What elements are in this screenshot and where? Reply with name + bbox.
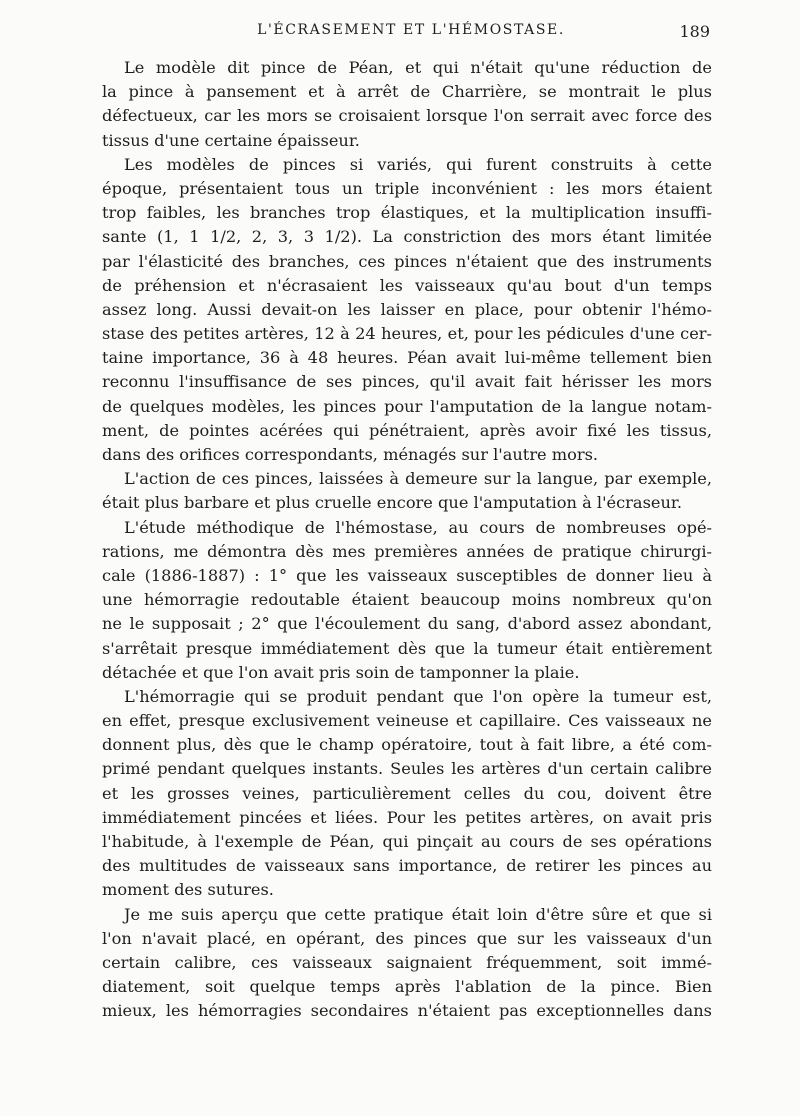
text-line: cale (1886-1887) : 1° que les vaisseaux susceptibles de donner lieu à bbox=[102, 565, 712, 585]
text-line: détachée et que l'on avait pris soin de tamponner la plaie. bbox=[102, 662, 580, 682]
text-line: L'action de ces pinces, laissées à demeure sur la langue, par exemple, bbox=[124, 469, 712, 489]
text-line: L'étude méthodique de l'hémostase, au cours de nombreuses opé- bbox=[124, 517, 712, 537]
text-line: donnent plus, dès que le champ opératoire, tout à fait libre, a été com- bbox=[102, 735, 712, 755]
paragraph bbox=[102, 903, 712, 1024]
text-line: une hémorragie redoutable étaient beaucoup moins nombreux qu'on bbox=[102, 590, 712, 610]
running-head bbox=[112, 22, 710, 44]
paragraph bbox=[102, 467, 712, 515]
text-line: ne le supposait ; 2° que l'écoulement du sang, d'abord assez abondant, bbox=[102, 614, 712, 634]
body-text bbox=[102, 56, 712, 1024]
text-line: Les modèles de pinces si variés, qui furent construits à cette bbox=[124, 154, 712, 174]
text-line: moment des sutures. bbox=[102, 880, 274, 900]
text-line: défectueux, car les mors se croisaient lorsque l'on serrait avec force des bbox=[102, 106, 712, 126]
text-line: reconnu l'insuffisance de ses pinces, qu'il avait fait hérisser les mors bbox=[102, 372, 712, 392]
text-line: assez long. Aussi devait-on les laisser en place, pour obtenir l'hémo- bbox=[102, 299, 712, 319]
text-line: dans des orifices correspondants, ménagés sur l'autre mors. bbox=[102, 445, 599, 464]
text-line: sante (1, 1 1/2, 2, 3, 3 1/2). La constriction des mors étant limitée bbox=[102, 227, 712, 247]
paragraph bbox=[102, 153, 712, 467]
text-line: rations, me démontra dès mes premières années de pratique chirurgi- bbox=[102, 541, 712, 561]
text-line: certain calibre, ces vaisseaux saignaient fréquemment, soit immé- bbox=[102, 952, 712, 972]
text-line: était plus barbare et plus cruelle encore que l'amputation à l'écraseur. bbox=[102, 493, 682, 513]
text-line: trop faibles, les branches trop élastiques, et la multiplication insuffi- bbox=[102, 203, 712, 223]
text-line: stase des petites artères, 12 à 24 heures, et, pour les pédicules d'une cer- bbox=[102, 324, 712, 344]
text-line: primé pendant quelques instants. Seules les artères d'un certain calibre bbox=[102, 759, 712, 779]
text-line: époque, présentaient tous un triple inconvénient : les mors étaient bbox=[102, 178, 712, 198]
text-line: taine importance, 36 à 48 heures. Péan avait lui-même tellement bien bbox=[102, 348, 712, 368]
text-line: tissus d'une certaine épaisseur. bbox=[102, 130, 360, 150]
text-line: diatement, soit quelque temps après l'ablation de la pince. Bien bbox=[102, 977, 712, 997]
text-line: de quelques modèles, les pinces pour l'amputation de la langue notam- bbox=[102, 396, 712, 416]
text-line: l'habitude, à l'exemple de Péan, qui pinçait au cours de ses opérations bbox=[102, 832, 712, 851]
paragraph bbox=[102, 56, 712, 153]
text-line: L'hémorragie qui se produit pendant que l'on opère la tumeur est, bbox=[124, 686, 712, 706]
paragraph bbox=[102, 685, 712, 903]
page-number: 189 bbox=[679, 22, 710, 41]
running-title: L'ÉCRASEMENT ET L'HÉMOSTASE. bbox=[257, 22, 565, 38]
text-line: de préhension et n'écrasaient les vaisseaux qu'au bout d'un temps bbox=[102, 275, 712, 295]
text-line: ment, de pointes acérées qui pénétraient, après avoir fixé les tissus, bbox=[102, 420, 712, 440]
paragraph bbox=[102, 516, 712, 685]
text-line: des multitudes de vaisseaux sans importance, de retirer les pinces au bbox=[102, 856, 712, 876]
text-line: par l'élasticité des branches, ces pinces n'étaient que des instruments bbox=[102, 251, 712, 271]
text-line: mieux, les hémorragies secondaires n'étaient pas exceptionnelles dans bbox=[102, 1001, 712, 1021]
text-line: la pince à pansement et à arrêt de Charrière, se montrait le plus bbox=[102, 82, 712, 102]
text-line: Je me suis aperçu que cette pratique était loin d'être sûre et que si bbox=[124, 904, 712, 924]
text-line: Le modèle dit pince de Péan, et qui n'était qu'une réduction de bbox=[124, 58, 712, 77]
text-line: en effet, presque exclusivement veineuse et capillaire. Ces vaisseaux ne bbox=[102, 711, 712, 731]
text-line: et les grosses veines, particulièrement celles du cou, doivent être bbox=[102, 783, 712, 803]
text-line: l'on n'avait placé, en opérant, des pinces que sur les vaisseaux d'un bbox=[102, 928, 712, 948]
text-line: s'arrêtait presque immédiatement dès que la tumeur était entièrement bbox=[102, 638, 712, 658]
text-line: immédiatement pincées et liées. Pour les petites artères, on avait pris bbox=[102, 807, 712, 827]
